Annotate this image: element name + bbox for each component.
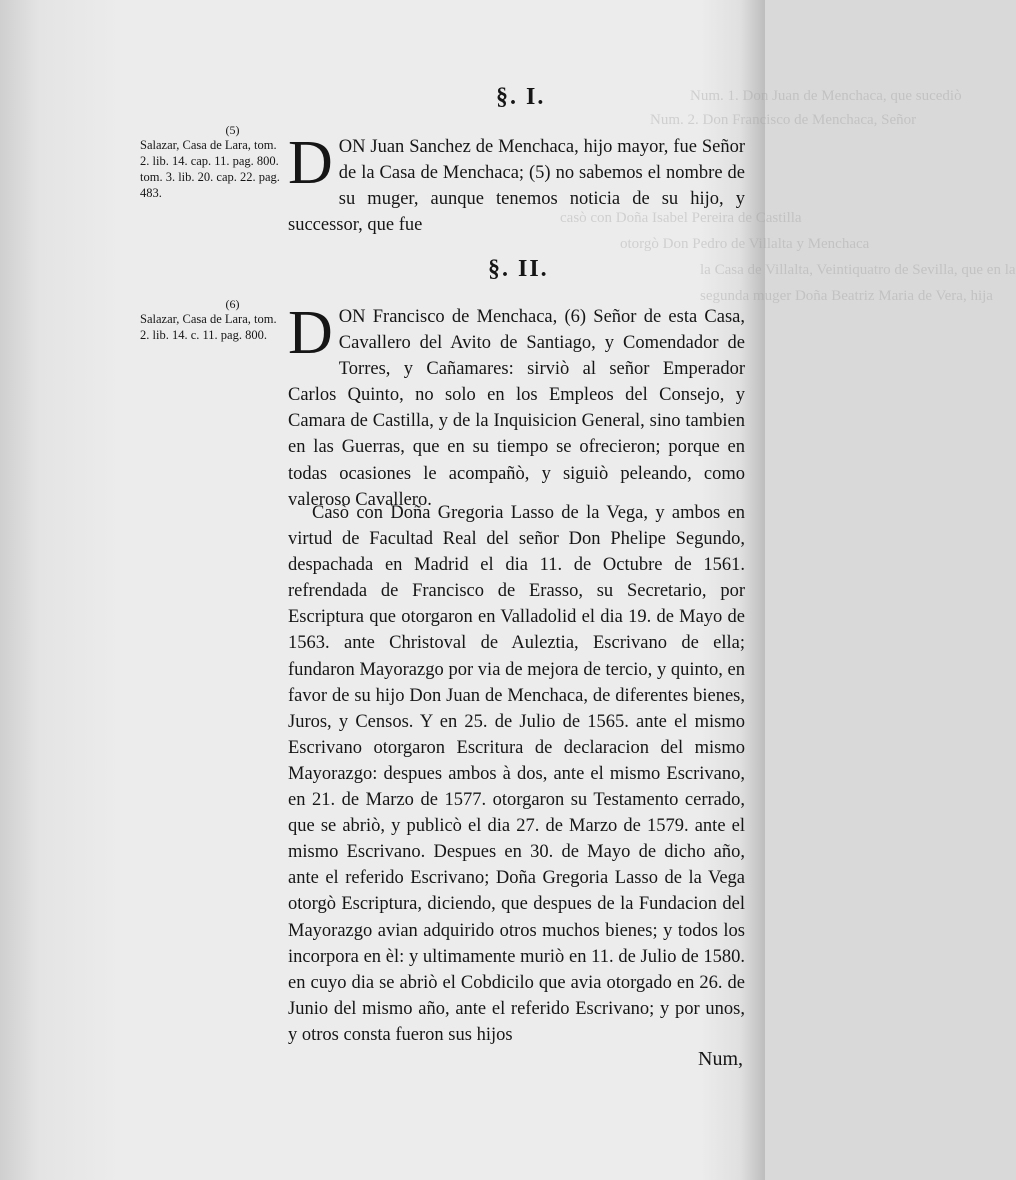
section-heading-2: §. II. <box>488 256 549 282</box>
show-through-line: otorgò Don Pedro de Villalta y Menchaca <box>620 236 870 252</box>
section-2-paragraph-2 <box>288 500 745 1048</box>
section-2-paragraph <box>288 299 745 513</box>
note-reference: Salazar, Casa de Lara, tom. 2. lib. 14. cap. 11. pag. 800. tom. 3. lib. 20. cap. 22. pag. 483. <box>140 138 280 200</box>
show-through-line: segunda muger Doña Beatriz Maria de Vera, hija <box>700 288 993 304</box>
note-reference: Salazar, Casa de Lara, tom. 2. lib. 14. c. 11. pag. 800. <box>140 312 277 342</box>
paragraph-text: Casò con Doña Gregoria Lasso de la Vega, y ambos en virtud de Facultad Real del señor Don Phelipe Segundo, despachada en Madrid el dia 11. de Octubre de 1561. refrendada de Francisco de Erasso, su Secretario, por Escriptura que otorgaron en Valladolid el dia 19. de Mayo de 1563. ante Christoval de Auleztia, Escrivano de ella; fundaron Mayorazgo por via de mejora de tercio, y quinto, en favor de su hijo Don Juan de Menchaca, de diferentes bienes, Juros, y Censos. Y en 25. de Julio de 1565. ante el mismo Escrivano otorgaron Escritura de declaracion del mismo Mayorazgo: despues ambos à dos, ante el mismo Escrivano, en 21. de Marzo de 1577. otorgaron su Testamento cerrado, que se abriò, y publicò el dia 27. de Marzo de 1579. ante el mismo Escrivano. Despues en 30. de Mayo de dicho año, ante el referido Escrivano; Doña Gregoria Lasso de la Vega otorgò Escriptura, diciendo, que despues de la Fundacion del Mayorazgo avian adquirido otros muchos bienes; y todos los incorpora en èl: y ultimamente muriò en 11. de Julio de 1580. en cuyo dia se abriò el Cobdicilo que avia otorgado en 26. de Junio del mismo año, ante el referido Escrivano; y por unos, y otros consta fueron sus hijos <box>288 503 745 1045</box>
note-number: (6) <box>225 297 240 311</box>
marginal-note-5 <box>140 124 285 201</box>
note-number: (5) <box>225 123 240 137</box>
paragraph-text: ON Francisco de Menchaca, (6) Señor de esta Casa, Cavallero del Avito de Santiago, y Comendador de Torres, y Cañamares: sirviò al señor Emperador Carlos Quinto, no solo en los Empleos del Consejo, y Camara de Castilla, y de la Inquisicion General, sino tambien en las Guerras, que en su tiempo se ofrecieron; porque en todas ocasiones le acompañò, y siguiò peleando, como valeroso Cavallero. <box>288 307 745 510</box>
show-through-line: Num. 2. Don Francisco de Menchaca, Señor <box>650 112 917 128</box>
drop-cap-initial: D <box>288 129 333 197</box>
show-through-line: Num. 1. Don Juan de Menchaca, que sucediò <box>690 88 962 104</box>
show-through-line: casò con Doña Isabel Pereira de Castilla <box>560 210 802 226</box>
marginal-note-6 <box>140 298 285 343</box>
catchword: Num, <box>698 1048 743 1070</box>
paragraph-text: ON Juan Sanchez de Menchaca, hijo mayor, fue Señor de la Casa de Menchaca; (5) no sabemos el nombre de su muger, aunque tenemos noticia de su hijo, y successor, que fue <box>288 137 745 236</box>
show-through-line: la Casa de Villalta, Veintiquatro de Sevilla, que en la <box>700 262 1016 278</box>
section-1-paragraph <box>288 129 745 238</box>
drop-cap-initial: D <box>288 299 333 367</box>
section-heading-1: §. I. <box>496 84 546 110</box>
